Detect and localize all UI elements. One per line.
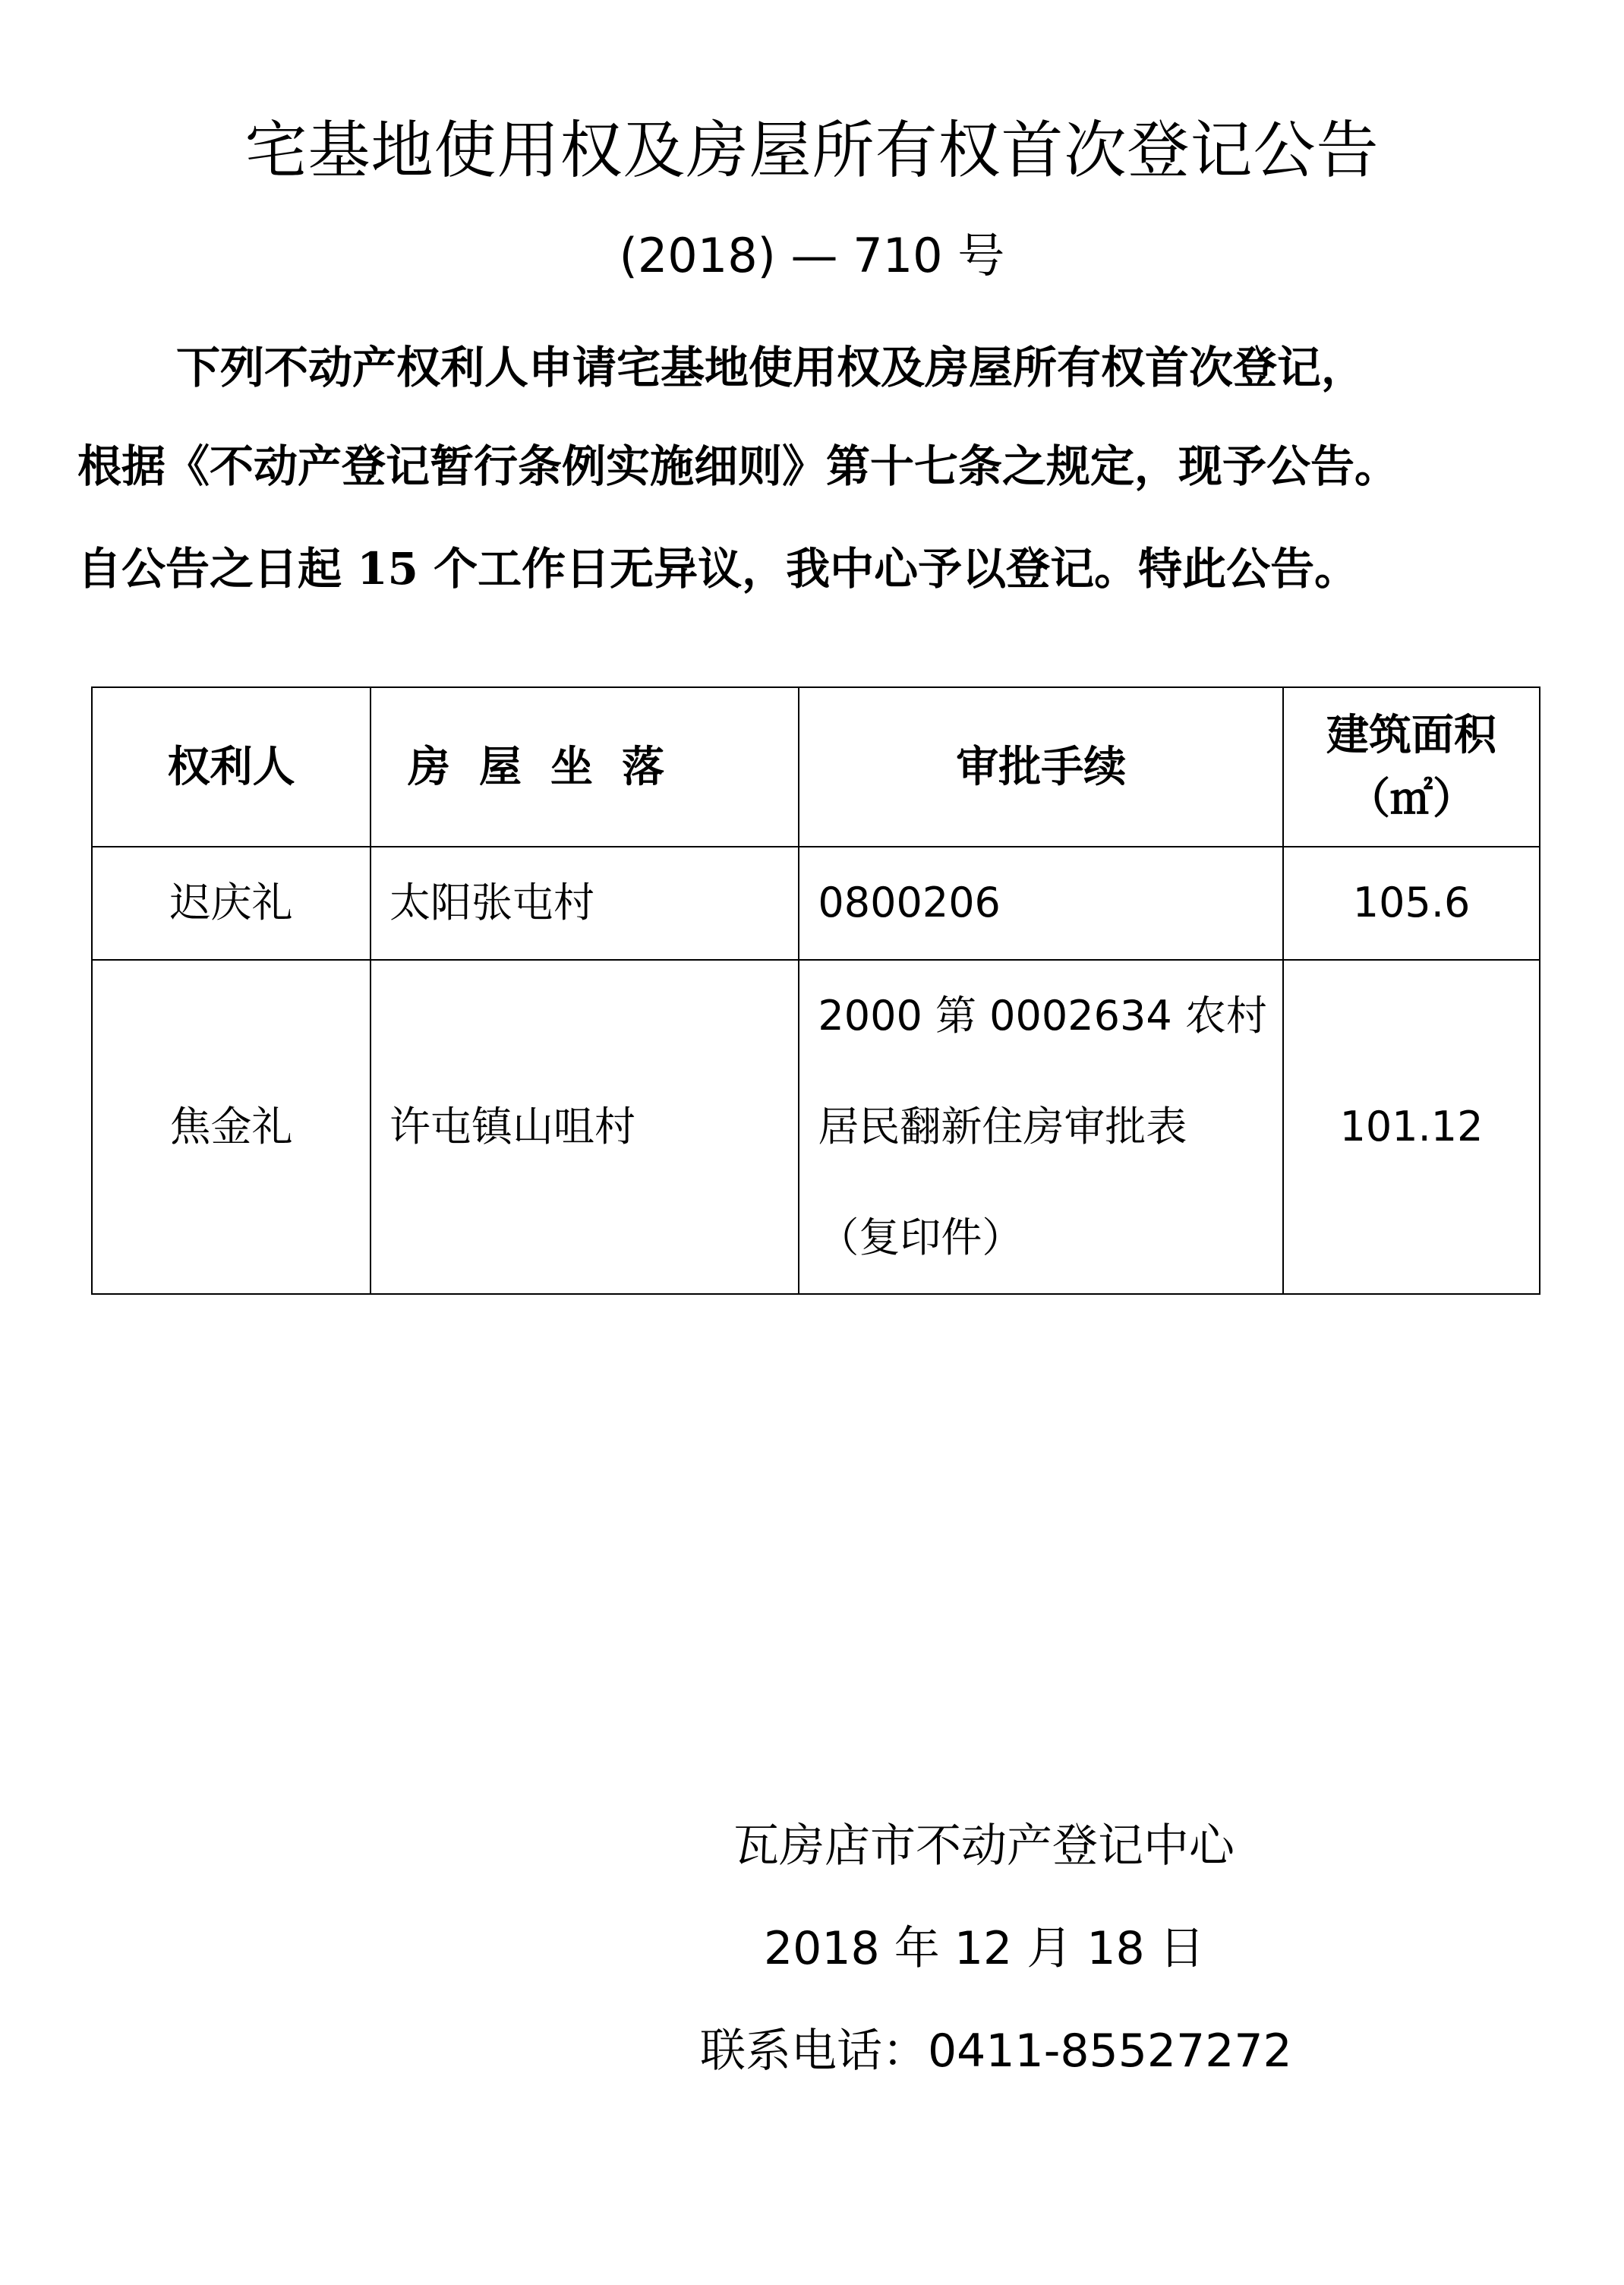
issue-date: 2018 年 12 月 18 日 <box>764 1922 1205 1975</box>
notice-body-line-1: 下列不动产权利人申请宅基地使用权及房屋所有权首次登记， <box>176 342 1366 393</box>
approval-line: （复印件） <box>818 1214 1023 1261</box>
header-location: 房屋坐落 <box>371 687 799 847</box>
notice-body-line-2: 根据《不动产登记暂行条例实施细则》第十七条之规定，现予公告。 <box>77 440 1399 492</box>
approval-line: 2000 第 0002634 农村 <box>818 992 1267 1040</box>
contact-phone: 联系电话：0411-85527272 <box>700 2025 1292 2078</box>
cell-area: 105.6 <box>1283 847 1540 960</box>
header-holder: 权利人 <box>92 687 371 847</box>
table-row <box>92 847 1540 960</box>
cell-approval: 0800206 <box>799 847 1283 960</box>
cell-area: 101.12 <box>1283 960 1540 1294</box>
table-header-row <box>92 687 1540 847</box>
cell-location: 太阳张屯村 <box>371 847 799 960</box>
cell-holder: 焦金礼 <box>92 960 371 1294</box>
header-area <box>1283 687 1540 847</box>
document-number: (2018) — 710 号 <box>619 228 1005 283</box>
notice-title: 宅基地使用权及房屋所有权首次登记公告 <box>244 115 1380 187</box>
table-row <box>92 960 1540 1294</box>
cell-approval <box>799 960 1283 1294</box>
cell-location: 许屯镇山咀村 <box>371 960 799 1294</box>
header-area-label: 建筑面积 <box>1326 710 1497 760</box>
header-approval: 审批手续 <box>799 687 1283 847</box>
header-area-unit: （㎡） <box>1348 774 1476 824</box>
notice-body-line-3: 自公告之日起 15 个工作日无异议，我中心予以登记。特此公告。 <box>77 543 1359 595</box>
registration-table <box>91 686 1540 1295</box>
issuing-office: 瓦房店市不动产登记中心 <box>733 1819 1235 1873</box>
approval-line: 居民翻新住房审批表 <box>818 1103 1187 1150</box>
cell-holder: 迟庆礼 <box>92 847 371 960</box>
